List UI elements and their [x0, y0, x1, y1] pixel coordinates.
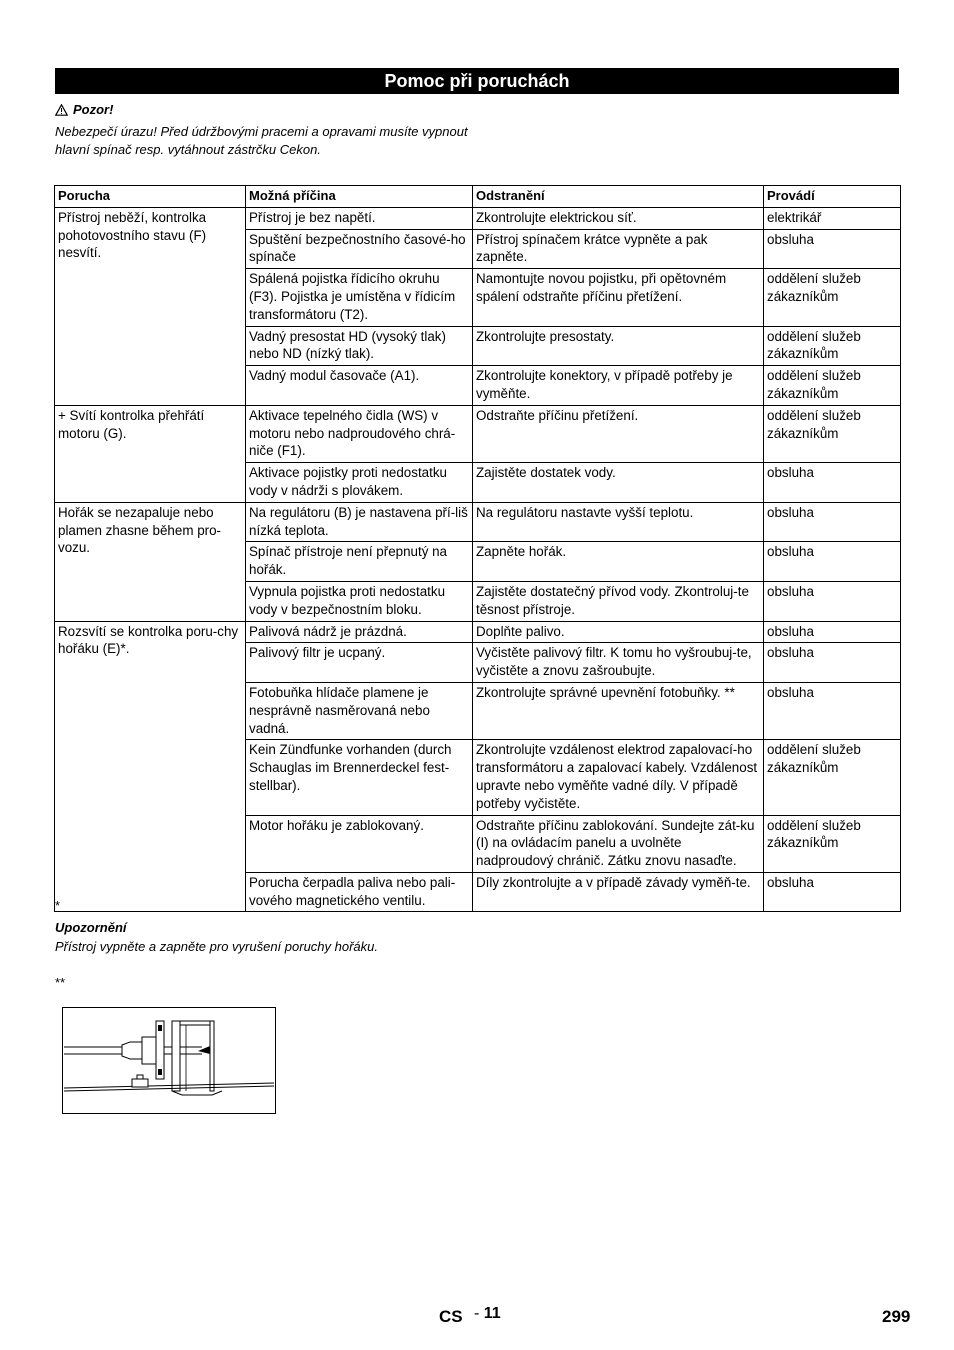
photocell-diagram [62, 1007, 276, 1114]
cause-cell: Porucha čerpadla paliva nebo pali-vového magnetického ventilu. [246, 872, 473, 912]
remedy-cell: Zapněte hořák. [473, 542, 764, 582]
remedy-cell: Na regulátoru nastavte vyšší teplotu. [473, 502, 764, 542]
by-cell: obsluha [764, 542, 901, 582]
cause-cell: Vadný modul časovače (A1). [246, 366, 473, 406]
remedy-cell: Namontujte novou pojistku, při opětovném spálení odstraňte příčinu přetížení. [473, 269, 764, 326]
cause-cell: Palivová nádrž je prázdná. [246, 621, 473, 643]
table-row [55, 502, 901, 542]
remedy-cell: Zkontrolujte presostaty. [473, 326, 764, 366]
remedy-cell: Odstraňte příčinu zablokování. Sundejte zát-ku (I) na ovládacím panelu a uvolněte nadproudový chránič. Zátku znovu nasaďte. [473, 815, 764, 872]
remedy-cell: Odstraňte příčinu přetížení. [473, 405, 764, 462]
cause-cell: Spálená pojistka řídicího okruhu (F3). Pojistka je umístěna v řídicím transformátoru (T2). [246, 269, 473, 326]
fault-cell: Přístroj neběží, kontrolka pohotovostního stavu (F) nesvítí. [55, 207, 246, 405]
note-text: Přístroj vypněte a zapněte pro vyrušení poruchy hořáku. [55, 939, 379, 954]
by-cell: obsluha [764, 643, 901, 683]
cause-cell: Aktivace pojistky proti nedostatku vody v nádrži s plovákem. [246, 463, 473, 503]
fault-cell: + Svítí kontrolka přehřátí motoru (G). [55, 405, 246, 502]
fault-cell: Rozsvítí se kontrolka poru-chy hořáku (E)*. [55, 621, 246, 912]
warning-heading [55, 102, 113, 117]
by-cell: oddělení služeb zákazníkům [764, 269, 901, 326]
by-cell: obsluha [764, 463, 901, 503]
remedy-cell: Zkontrolujte elektrickou síť. [473, 207, 764, 229]
column-header: Možná příčina [246, 186, 473, 208]
remedy-cell: Vyčistěte palivový filtr. K tomu ho vyšroubuj-te, vyčistěte a znovu zašroubujte. [473, 643, 764, 683]
table-row [55, 207, 901, 229]
footnote-marker: * [55, 898, 61, 913]
fault-cell: Hořák se nezapaluje nebo plamen zhasne během pro-vozu. [55, 502, 246, 621]
section-title: Pomoc při poruchách [55, 68, 899, 94]
column-header: Provádí [764, 186, 901, 208]
by-cell: obsluha [764, 229, 901, 269]
table-row [55, 405, 901, 462]
by-cell: obsluha [764, 682, 901, 739]
remedy-cell: Doplňte palivo. [473, 621, 764, 643]
cause-cell: Vypnula pojistka proti nedostatku vody v bezpečnostním bloku. [246, 581, 473, 621]
by-cell: oddělení služeb zákazníkům [764, 405, 901, 462]
cause-cell: Motor hořáku je zablokovaný. [246, 815, 473, 872]
remedy-cell: Zkontrolujte správné upevnění fotobuňky. ** [473, 682, 764, 739]
warning-label: Pozor! [73, 102, 114, 117]
cause-cell: Spuštění bezpečnostního časové-ho spínače [246, 229, 473, 269]
footer-language: CS [439, 1307, 463, 1326]
remedy-cell: Přístroj spínačem krátce vypněte a pak zapněte. [473, 229, 764, 269]
by-cell: oddělení služeb zákazníkům [764, 326, 901, 366]
column-header: Odstranění [473, 186, 764, 208]
cause-cell: Palivový filtr je ucpaný. [246, 643, 473, 683]
fault-table [54, 185, 901, 912]
cause-cell: Spínač přístroje není přepnutý na hořák. [246, 542, 473, 582]
by-cell: elektrikář [764, 207, 901, 229]
cause-cell: Fotobuňka hlídače plamene je nesprávně nasměrovaná nebo vadná. [246, 682, 473, 739]
by-cell: obsluha [764, 581, 901, 621]
by-cell: obsluha [764, 872, 901, 912]
cause-cell: Aktivace tepelného čidla (WS) v motoru nebo nadproudového chrá-niče (F1). [246, 405, 473, 462]
remedy-cell: Zkontrolujte vzdálenost elektrod zapalovací-ho transformátoru a zapalovací kabely. Vzdálenost upravte nebo vyměňte vadné díly. V případě potřeby vyčistěte. [473, 740, 764, 815]
by-cell: obsluha [764, 621, 901, 643]
column-header: Porucha [55, 186, 246, 208]
by-cell: oddělení služeb zákazníkům [764, 815, 901, 872]
footer-page-number: 299 [882, 1307, 911, 1326]
note-heading: Upozornění [55, 920, 127, 935]
footer-dash: - [474, 1305, 480, 1322]
remedy-cell: Zajistěte dostatečný přívod vody. Zkontroluj-te těsnost přístroje. [473, 581, 764, 621]
cause-cell: Na regulátoru (B) je nastavena pří-liš nízká teplota. [246, 502, 473, 542]
warning-triangle-icon [55, 104, 68, 116]
cause-cell: Kein Zündfunke vorhanden (durch Schauglas im Brennerdeckel fest-stellbar). [246, 740, 473, 815]
footer-sub-page-number: 11 [483, 1305, 501, 1322]
cause-cell: Přístroj je bez napětí. [246, 207, 473, 229]
remedy-cell: Díly zkontrolujte a v případě závady vyměň-te. [473, 872, 764, 912]
warning-text: Nebezpečí úrazu! Před údržbovými pracemi a opravami musíte vypnout hlavní spínač resp. vytáhnout zástrčku Cekon. [55, 124, 468, 157]
table-row [55, 621, 901, 643]
by-cell: oddělení služeb zákazníkům [764, 740, 901, 815]
table-header-row [55, 186, 901, 208]
remedy-cell: Zkontrolujte konektory, v případě potřeby je vyměňte. [473, 366, 764, 406]
remedy-cell: Zajistěte dostatek vody. [473, 463, 764, 503]
cause-cell: Vadný presostat HD (vysoký tlak) nebo ND (nízký tlak). [246, 326, 473, 366]
by-cell: obsluha [764, 502, 901, 542]
by-cell: oddělení služeb zákazníkům [764, 366, 901, 406]
footnote-marker-double: ** [55, 975, 66, 990]
table-body [55, 207, 901, 912]
footer-sub-page [474, 1305, 501, 1323]
